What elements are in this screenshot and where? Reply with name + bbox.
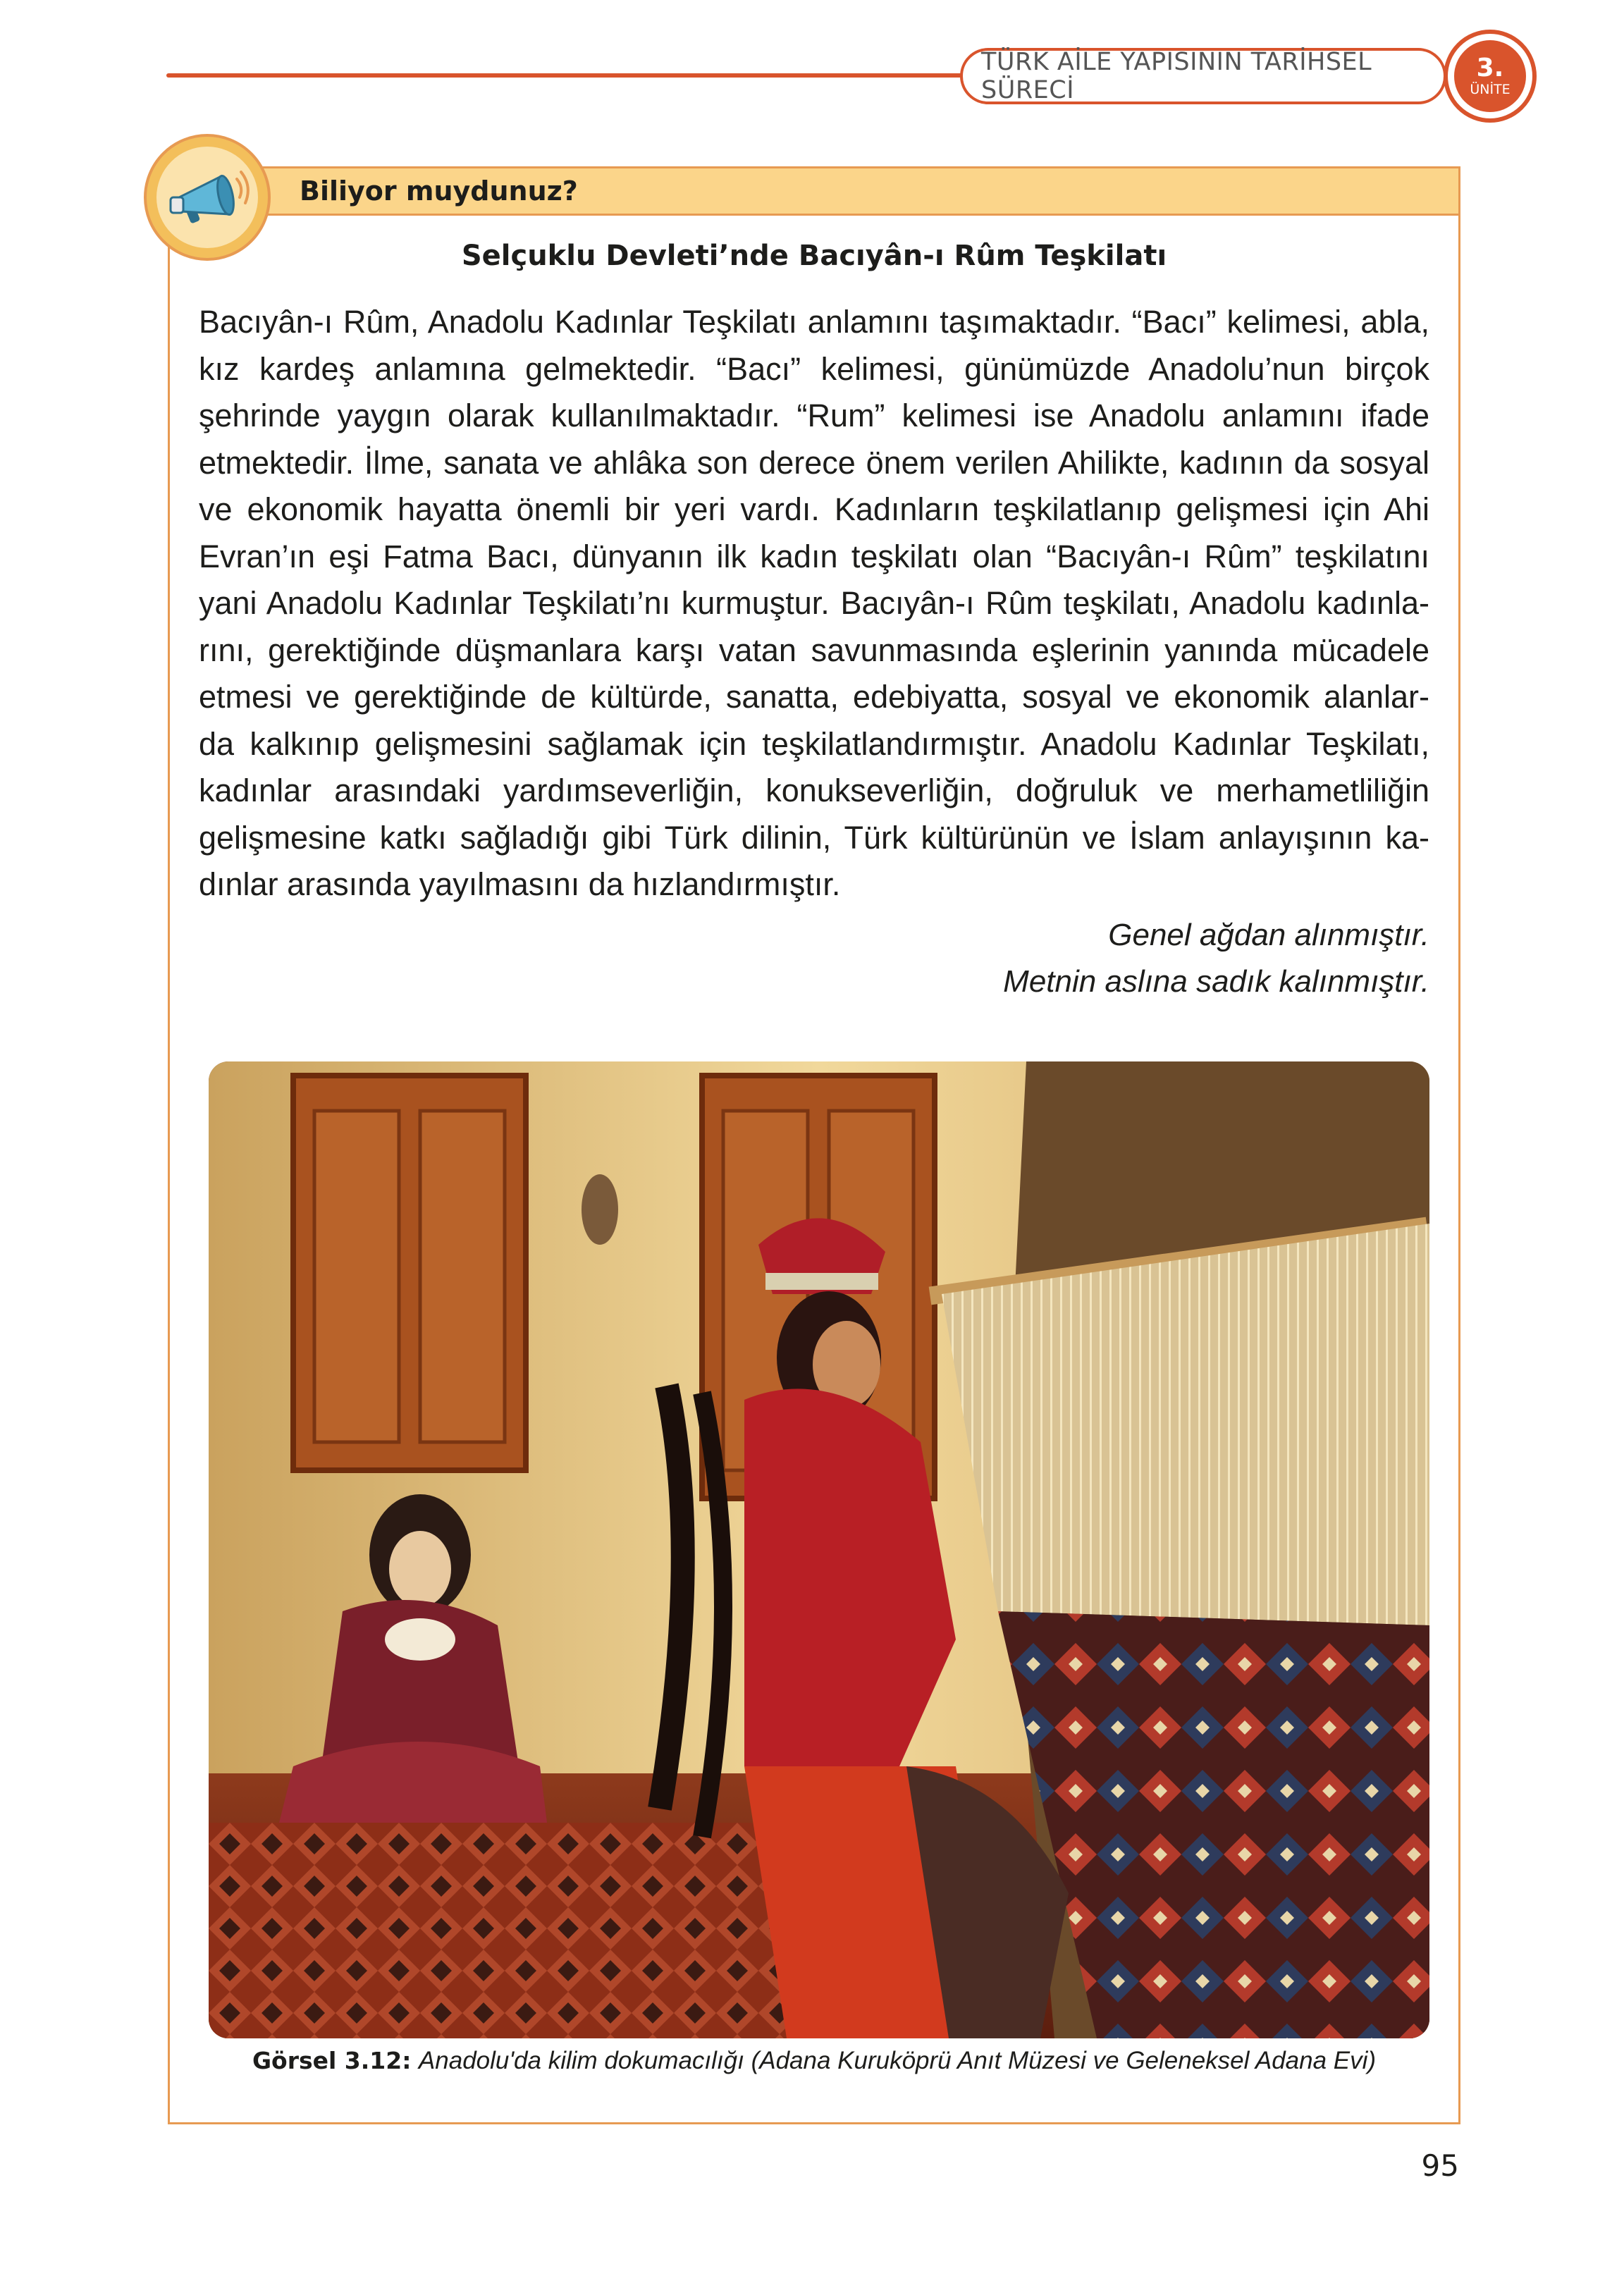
paragraph-line: Evran’ın eşi Fatma Bacı, dünyanın ilk kadın teşkilatı olan “Bacıyân-ı Rûm” teşkilatını — [199, 538, 1429, 574]
source-note: Genel ağdan alınmıştır. — [1108, 918, 1429, 952]
figure-caption — [169, 2047, 1459, 2075]
unit-badge — [1454, 40, 1526, 112]
info-box-header — [168, 166, 1460, 216]
paragraph-line: kız kardeş anlamına gelmektedir. “Bacı” kelimesi, günümüzde Anadolu’nun birçok — [199, 350, 1429, 387]
page-number: 95 — [1421, 2148, 1459, 2183]
paragraph-line: kadınlar arasındaki yardımseverliğin, konukseverliğin, doğruluk ve merhametliliğin — [199, 772, 1429, 808]
photo-illustration — [209, 1061, 1429, 2038]
paragraph-line: ve ekonomik hayatta önemli bir yeri vardı. Kadınların teşkilatlanıp gelişmesi için Ahi — [199, 491, 1429, 527]
paragraph-line: şehrinde yaygın olarak kullanılmaktadır. “Rum” kelimesi ise Anadolu anlamını ifade — [199, 398, 1429, 433]
paragraph-line: etmektedir. İlme, sanata ve ahlâka son derece önem verilen Ahilikte, kadının da sosyal — [199, 444, 1429, 481]
kilim-weaving-photo — [209, 1061, 1429, 2038]
paragraph-line: dınlar arasında yayılmasını da hızlandırmıştır. — [199, 866, 841, 902]
paragraph-line: da kalkınıp gelişmesini sağlamak için teşkilatlandırmıştır. Anadolu Kadınlar Teşkilatı, — [199, 725, 1429, 762]
unit-number: 3. — [1476, 54, 1504, 82]
unit-label: ÜNİTE — [1470, 82, 1511, 97]
info-box-paragraph — [199, 299, 1429, 909]
paragraph-line: yani Anadolu Kadınlar Teşkilatı’nı kurmuştur. Bacıyân-ı Rûm teşkilatı, Anadolu kadınla- — [199, 585, 1429, 621]
info-box-title: Selçuklu Devleti’nde Bacıyân-ı Rûm Teşkilatı — [461, 240, 1167, 272]
megaphone-icon — [156, 147, 258, 248]
paragraph-line: Bacıyân-ı Rûm, Anadolu Kadınlar Teşkilatı anlamını taşımaktadır. “Bacı” kelimesi, abla, — [199, 304, 1429, 340]
paragraph-line: etmesi ve gerektiğinde de kültürde, sanatta, edebiyatta, sosyal ve ekonomik alanlar- — [199, 679, 1429, 715]
figure-label: Görsel 3.12: — [252, 2047, 412, 2074]
paragraph-line: gelişmesine katkı sağladığı gibi Türk dilinin, Türk kültürünün ve İslam anlayışının ka- — [199, 819, 1429, 856]
info-box-label: Biliyor muydunuz? — [300, 176, 578, 207]
source-note: Metnin aslına sadık kalınmıştır. — [1003, 964, 1429, 999]
paragraph-line: rını, gerektiğinde düşmanlara karşı vatan savunmasında eşlerinin yanında mücadele — [199, 632, 1429, 668]
figure-caption-text: Anadolu'da kilim dokumacılığı (Adana Kuruköprü Anıt Müzesi ve Geleneksel Adana Evi) — [418, 2047, 1377, 2074]
running-title: TÜRK AİLE YAPISININ TARİHSEL SÜRECİ — [960, 48, 1446, 104]
